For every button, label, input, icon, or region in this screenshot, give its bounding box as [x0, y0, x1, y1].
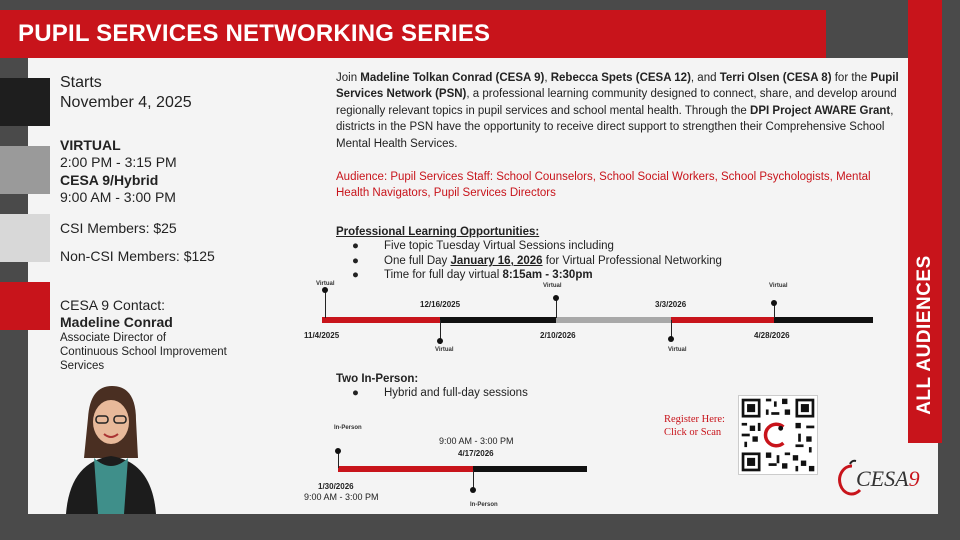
presenter-1: Madeline Tolkan Conrad (CESA 9) — [360, 72, 545, 84]
virtual-time: 2:00 PM - 3:15 PM — [60, 154, 177, 170]
tl2-seg-2 — [473, 466, 587, 472]
band-red — [0, 282, 50, 330]
page-title: PUPIL SERVICES NETWORKING SERIES — [0, 10, 826, 58]
presenter-3: Terri Olsen (CESA 8) — [719, 72, 832, 84]
starts-date: November 4, 2025 — [60, 94, 192, 111]
tl2-tag-1: In-Person — [334, 425, 362, 431]
grant-name: DPI Project AWARE Grant — [750, 104, 891, 117]
tl1-date-5: 4/28/2026 — [754, 331, 790, 340]
contact-title-2: Continuous School Improvement — [60, 346, 227, 358]
tl1-seg-2 — [440, 317, 556, 323]
contact-photo — [60, 378, 160, 514]
tl2-tag-2: In-Person — [470, 502, 498, 508]
tl1-tag-2: Virtual — [435, 347, 454, 353]
tl1-tag-1: Virtual — [316, 281, 335, 287]
pl-bullet-3: ● Time for full day virtual 8:15am - 3:30pm — [352, 269, 593, 281]
pl-bullet-2: ● One full Day January 16, 2026 for Virtual Professional Networking — [352, 255, 722, 267]
hybrid-time: 9:00 AM - 3:00 PM — [60, 189, 176, 205]
audience-text: Audience: Pupil Services Staff: School Counselors, School Social Workers, School Psychologists, Mental Health Navigators, Pupil Services Directors — [336, 171, 871, 200]
audience-tag: ALL AUDIENCES — [914, 255, 935, 415]
tl1-seg-3 — [556, 317, 671, 323]
tl1-date-1: 11/4/2025 — [304, 331, 340, 340]
tl2-date-1: 1/30/2026 — [318, 482, 354, 491]
pl-heading: Professional Learning Opportunities: — [336, 226, 540, 238]
cesa9-logo — [838, 458, 928, 502]
tl1-date-4: 3/3/2026 — [655, 300, 687, 309]
virtual-label: VIRTUAL — [60, 137, 121, 153]
contact-title-3: Services — [60, 360, 105, 372]
logo-text: CESA9 — [856, 466, 920, 491]
csi-price: CSI Members: $25 — [60, 220, 177, 236]
tl1-seg-4 — [671, 317, 774, 323]
intro-paragraph: Join Madeline Tolkan Conrad (CESA 9), Rebecca Spets (CESA 12), and Terri Olsen (CESA 8) for the Pupil Services Network (PSN), a professional learning community designed to connect, share, and develop around regionally relevant topics in pupil services and school mental health. Through the DPI Project AWARE Grant, districts in the PSN have the opportunity to receive direct support to strengthen their Comprehensive School Mental Health Services. — [336, 72, 899, 150]
qr-code-icon[interactable] — [738, 395, 818, 475]
tl1-seg-5 — [774, 317, 873, 323]
tl2-date-2: 4/17/2026 — [458, 449, 494, 458]
tl1-seg-1 — [322, 317, 440, 323]
tl2-seg-1 — [338, 466, 473, 472]
band-gray — [0, 146, 50, 194]
contact-title-1: Associate Director of — [60, 332, 167, 344]
noncsi-price: Non-CSI Members: $125 — [60, 248, 215, 264]
tl1-tag-4: Virtual — [668, 347, 687, 353]
starts-label: Starts — [60, 74, 102, 91]
contact-label: CESA 9 Contact: — [60, 297, 166, 313]
tl1-tag-3: Virtual — [543, 283, 562, 289]
presenter-2: Rebecca Spets (CESA 12) — [550, 72, 691, 84]
band-light — [0, 214, 50, 262]
tl2-time-2: 9:00 AM - 3:00 PM — [439, 436, 514, 446]
inperson-bullet-1: ● Hybrid and full-day sessions — [352, 387, 528, 399]
tl1-date-2: 12/16/2025 — [420, 300, 461, 309]
hybrid-label: CESA 9/Hybrid — [60, 172, 159, 188]
network-name: Pupil Services Network (PSN) — [336, 72, 899, 101]
tl1-date-3: 2/10/2026 — [540, 331, 576, 340]
tl1-tag-5: Virtual — [769, 283, 788, 289]
contact-name: Madeline Conrad — [60, 314, 173, 330]
band-black — [0, 78, 50, 126]
tl2-time-1: 9:00 AM - 3:00 PM — [304, 492, 379, 502]
inperson-heading: Two In-Person: — [336, 373, 419, 385]
pl-bullet-1: ● Five topic Tuesday Virtual Sessions including — [352, 240, 614, 252]
register-link[interactable]: Register Here: Click or Scan — [664, 414, 725, 438]
